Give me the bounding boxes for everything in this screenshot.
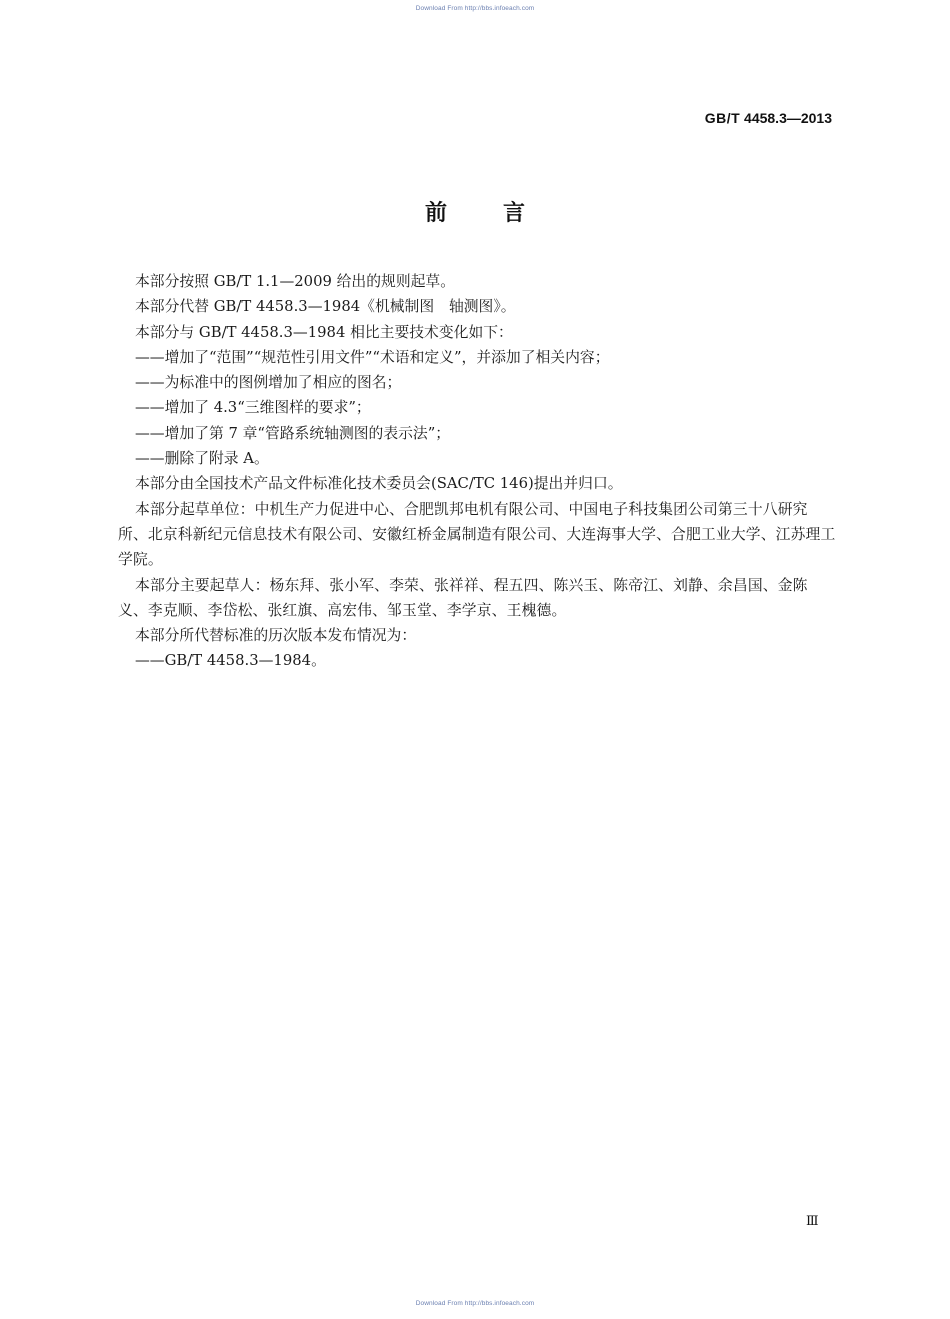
standard-number [705,110,832,126]
history-intro: 本部分所代替标准的历次版本发布情况为： [135,627,417,645]
body-line: 本部分由全国技术产品文件标准化技术委员会(SAC/TC 146)提出并归口。 [135,475,623,493]
change-list-item: ——删除了附录 A。 [135,450,269,468]
foreword-body [118,269,836,674]
change-list-item: ——增加了“范围”“规范性引用文件”“术语和定义”，并添加了相关内容； [135,348,610,366]
page-number: Ⅲ [806,1213,819,1228]
drafters-paragraph: 本部分主要起草人：杨东拜、张小军、李荣、张祥祥、程五四、陈兴玉、陈帝江、刘静、余昌国、金陈义、李克顺、李岱松、张红旗、高宏伟、邹玉堂、李学京、王槐德。 [118,576,808,619]
body-line: 本部分代替 GB/T 4458.3—1984《机械制图 轴测图》。 [135,298,516,316]
title-char-right: 言 [503,201,526,226]
title-char-left: 前 [424,201,447,226]
drafting-units-paragraph: 本部分起草单位：中机生产力促进中心、合肥凯邦电机有限公司、中国电子科技集团公司第三十八研究所、北京科新纪元信息技术有限公司、安徽红桥金属制造有限公司、大连海事大学、合肥工业大学、江苏理工学院。 [118,500,836,569]
body-line: 本部分与 GB/T 4458.3—1984 相比主要技术变化如下： [135,323,513,341]
body-line: 本部分按照 GB/T 1.1—2009 给出的规则起草。 [135,273,456,290]
change-list-item: ——增加了第 7 章“管路系统轴测图的表示法”； [135,424,451,442]
page-title [0,196,950,227]
change-list-item: ——增加了 4.3“三维图样的要求”； [135,399,371,417]
standard-code: GB/T [704,110,741,126]
download-source-banner-top: Download From http://bbs.infoeach.com [415,5,535,12]
change-list-item: ——为标准中的图例增加了相应的图名； [135,374,402,392]
standard-number-value: 4458.3—2013 [744,110,832,126]
download-source-banner-bottom: Download From http://bbs.infoeach.com [415,1300,535,1307]
history-item: ——GB/T 4458.3—1984。 [135,652,326,670]
